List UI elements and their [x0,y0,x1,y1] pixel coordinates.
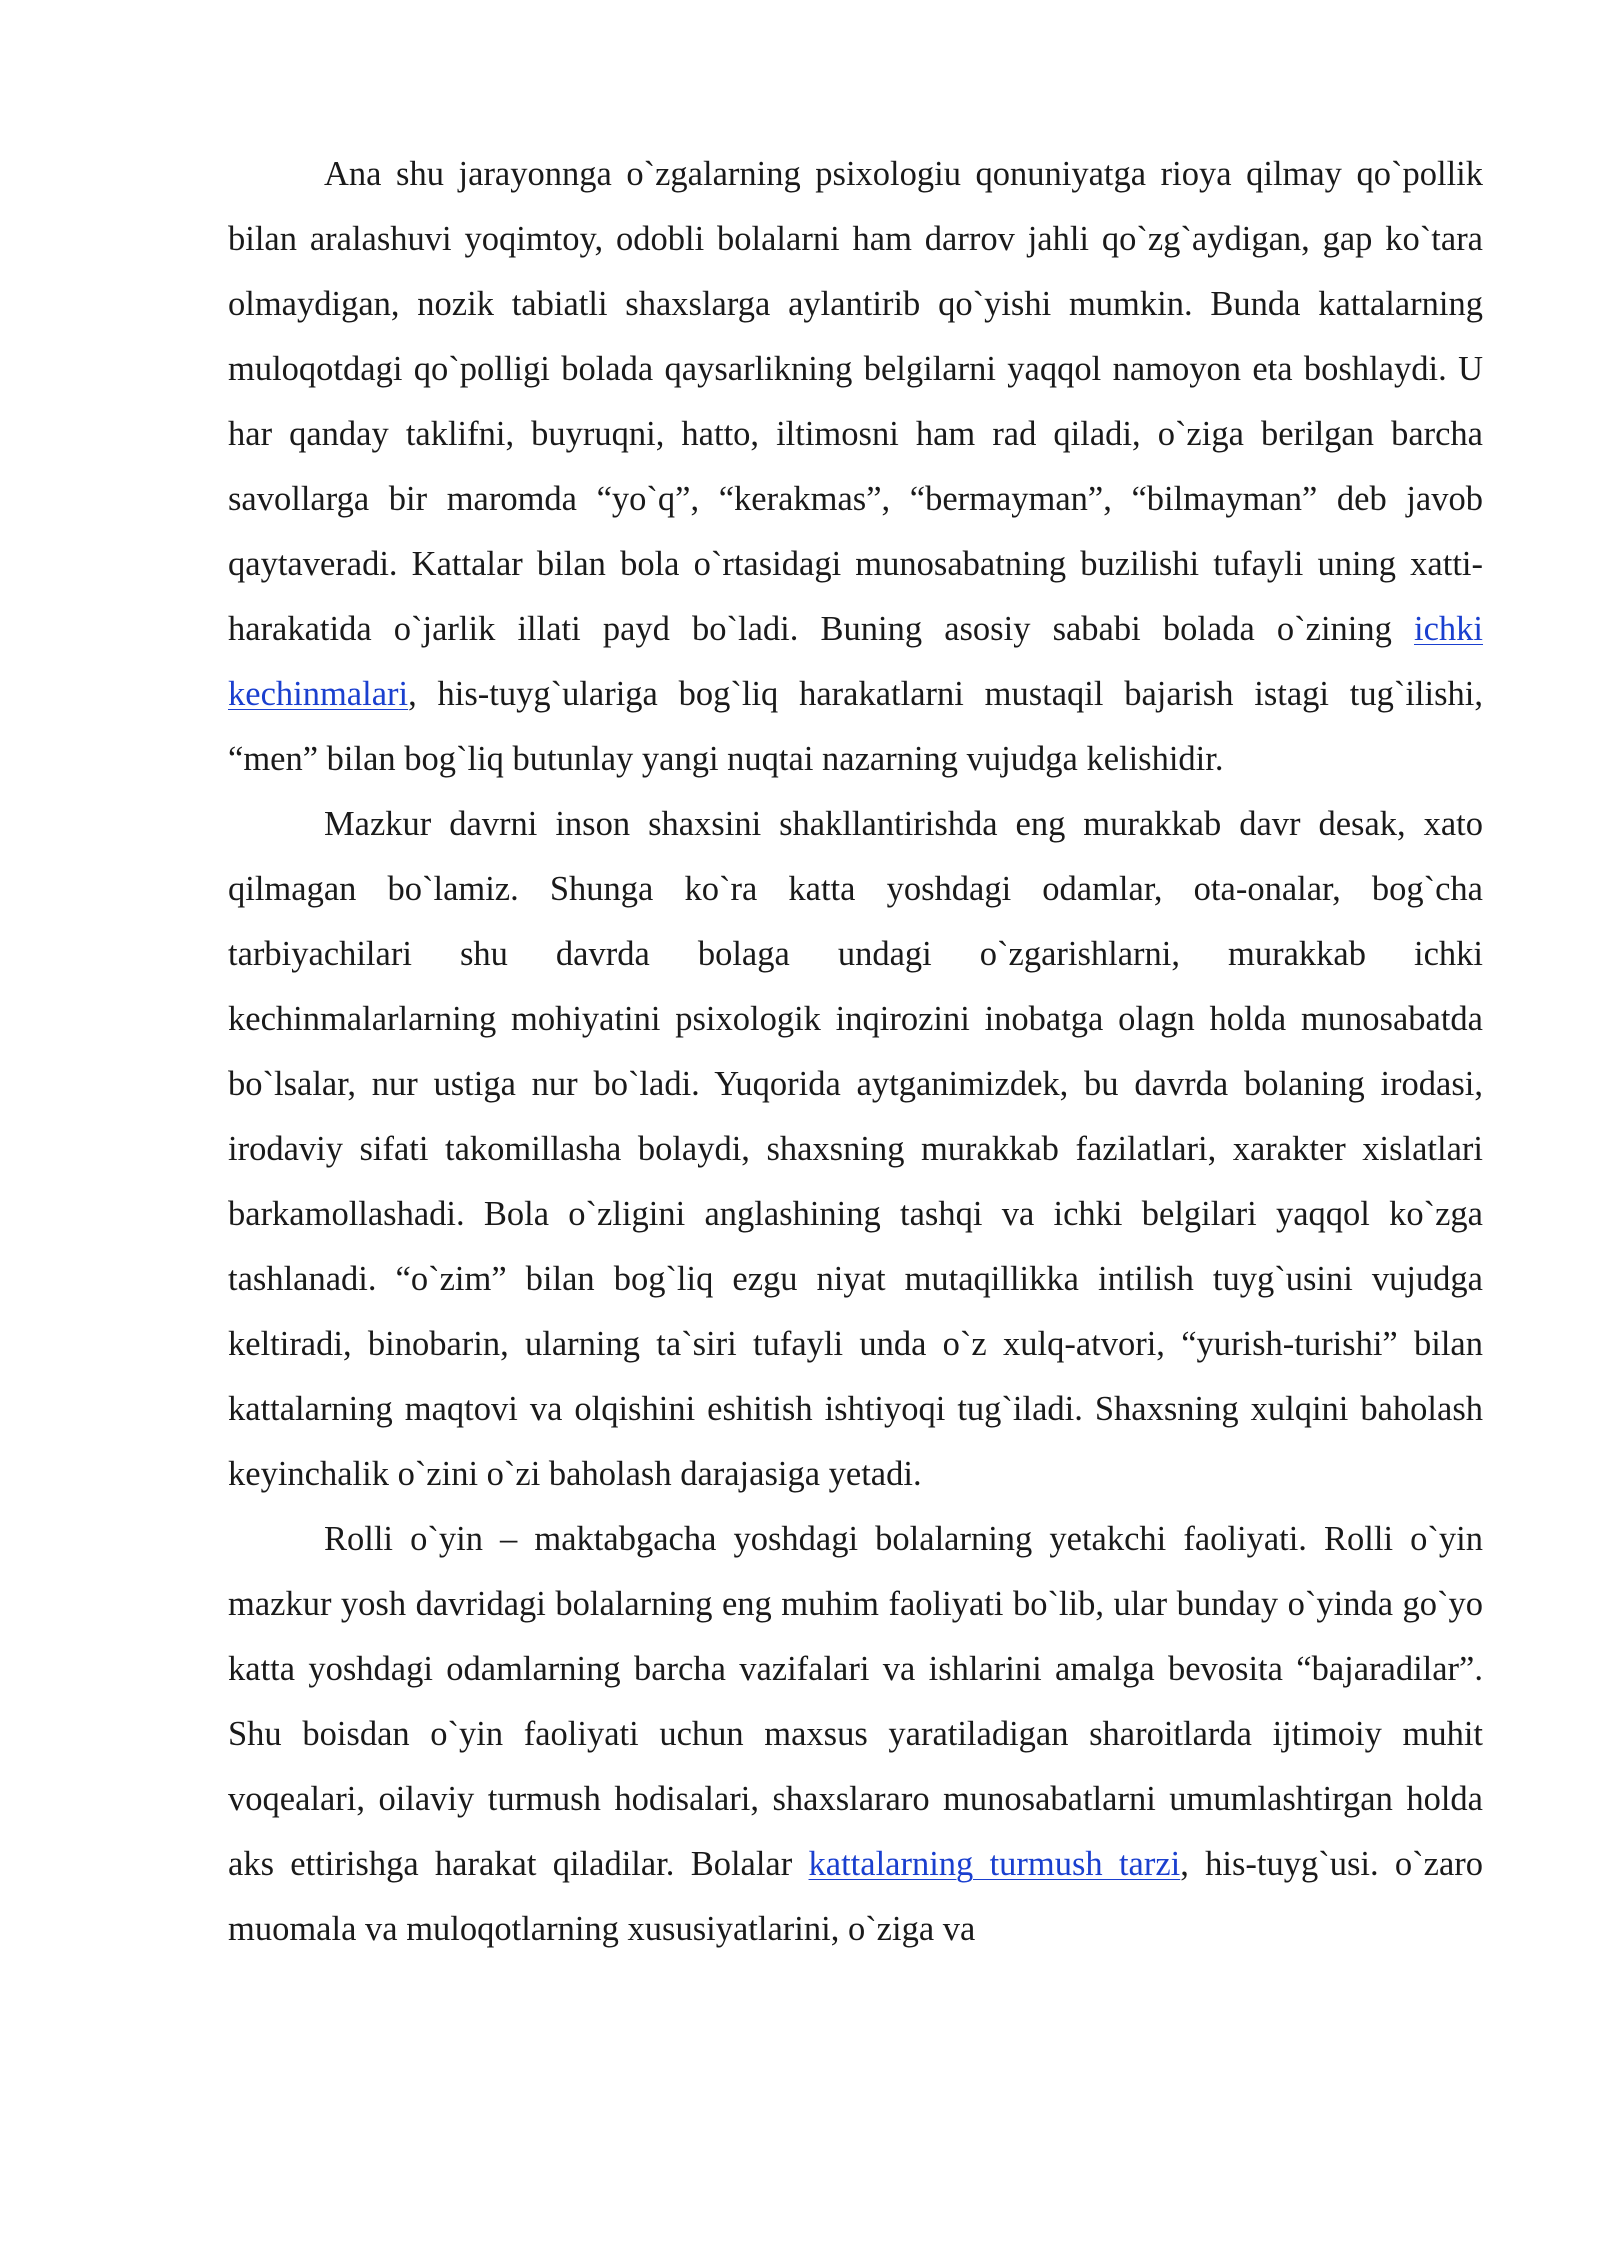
paragraph-1-text-b: , his-tuyg`ulariga bog`liq harakatlarni mustaqil bajarish istagi tug`ilishi, “men” bilan bog`liq butunlay yangi nuqtai nazarning vujudga kelishidir. [228,675,1483,778]
paragraph-3-text-a: Rolli o`yin – maktabgacha yoshdagi bolalarning yetakchi faoliyati. Rolli o`yin mazkur yosh davridagi bolalarning eng muhim faoliyati bo`lib, ular bunday o`yinda go`yo katta yoshdagi odamlarning barcha vazifalari va ishlarini amalga bevosita “bajaradilar”. Shu boisdan o`yin faoliyati uchun maxsus yaratiladigan sharoitlarda ijtimoiy muhit voqealari, oilaviy turmush hodisalari, shaxslararo munosabatlarni umumlashtirgan holda aks ettirishga harakat qiladilar. Bolalar [228,1520,1483,1883]
paragraph-1 [228,142,1483,792]
paragraph-2 [228,792,1483,1507]
paragraph-3-text-b: , his-tuyg`usi. o`zaro muomala va muloqotlarning xususiyatlarini, o`ziga va [228,1845,1484,1948]
document-body [228,142,1483,1962]
link-ichki-kechinmalari[interactable]: ichki kechinmalari [228,610,1483,713]
paragraph-2-text: Mazkur davrni inson shaxsini shakllantirishda eng murakkab davr desak, xato qilmagan bo`lamiz. Shunga ko`ra katta yoshdagi odamlar, ota-onalar, bog`cha tarbiyachilari shu davrda bolaga undagi o`zgarishlarni, murakkab ichki kechinmalarlarning mohiyatini psixologik inqirozini inobatga olagn holda munosabatda bo`lsalar, nur ustiga nur bo`ladi. Yuqorida aytganimizdek, bu davrda bolaning irodasi, irodaviy sifati takomillasha bolaydi, shaxsning murakkab fazilatlari, xarakter xislatlari barkamollashadi. Bola o`zligini anglashining tashqi va ichki belgilari yaqqol ko`zga tashlanadi. “o`zim” bilan bog`liq ezgu niyat mutaqillikka intilish tuyg`usini vujudga keltiradi, binobarin, ularning ta`siri tufayli unda o`z xulq-atvori, “yurish-turishi” bilan kattalarning maqtovi va olqishini eshitish ishtiyoqi tug`iladi. Shaxsning xulqini baholash keyinchalik o`zini o`zi baholash darajasiga yetadi. [228,805,1483,1493]
paragraph-1-text-a: Ana shu jarayonnga o`zgalarning psixologiu qonuniyatga rioya qilmay qo`pollik bilan aralashuvi yoqimtoy, odobli bolalarni ham darrov jahli qo`zg`aydigan, gap ko`tara olmaydigan, nozik tabiatli shaxslarga aylantirib qo`yishi mumkin. Bunda kattalarning muloqotdagi qo`polligi bolada qaysarlikning belgilarni yaqqol namoyon eta boshlaydi. U har qanday taklifni, buyruqni, hatto, iltimosni ham rad qiladi, o`ziga berilgan barcha savollarga bir maromda “yo`q”, “kerakmas”, “bermayman”, “bilmayman” deb javob qaytaveradi. Kattalar bilan bola o`rtasidagi munosabatning buzilishi tufayli uning xatti-harakatida o`jarlik illati payd bo`ladi. Buning asosiy sababi bolada o`zining [228,155,1483,648]
link-kattalarning-turmush-tarzi[interactable]: kattalarning turmush tarzi [808,1845,1181,1883]
paragraph-3 [228,1507,1483,1962]
